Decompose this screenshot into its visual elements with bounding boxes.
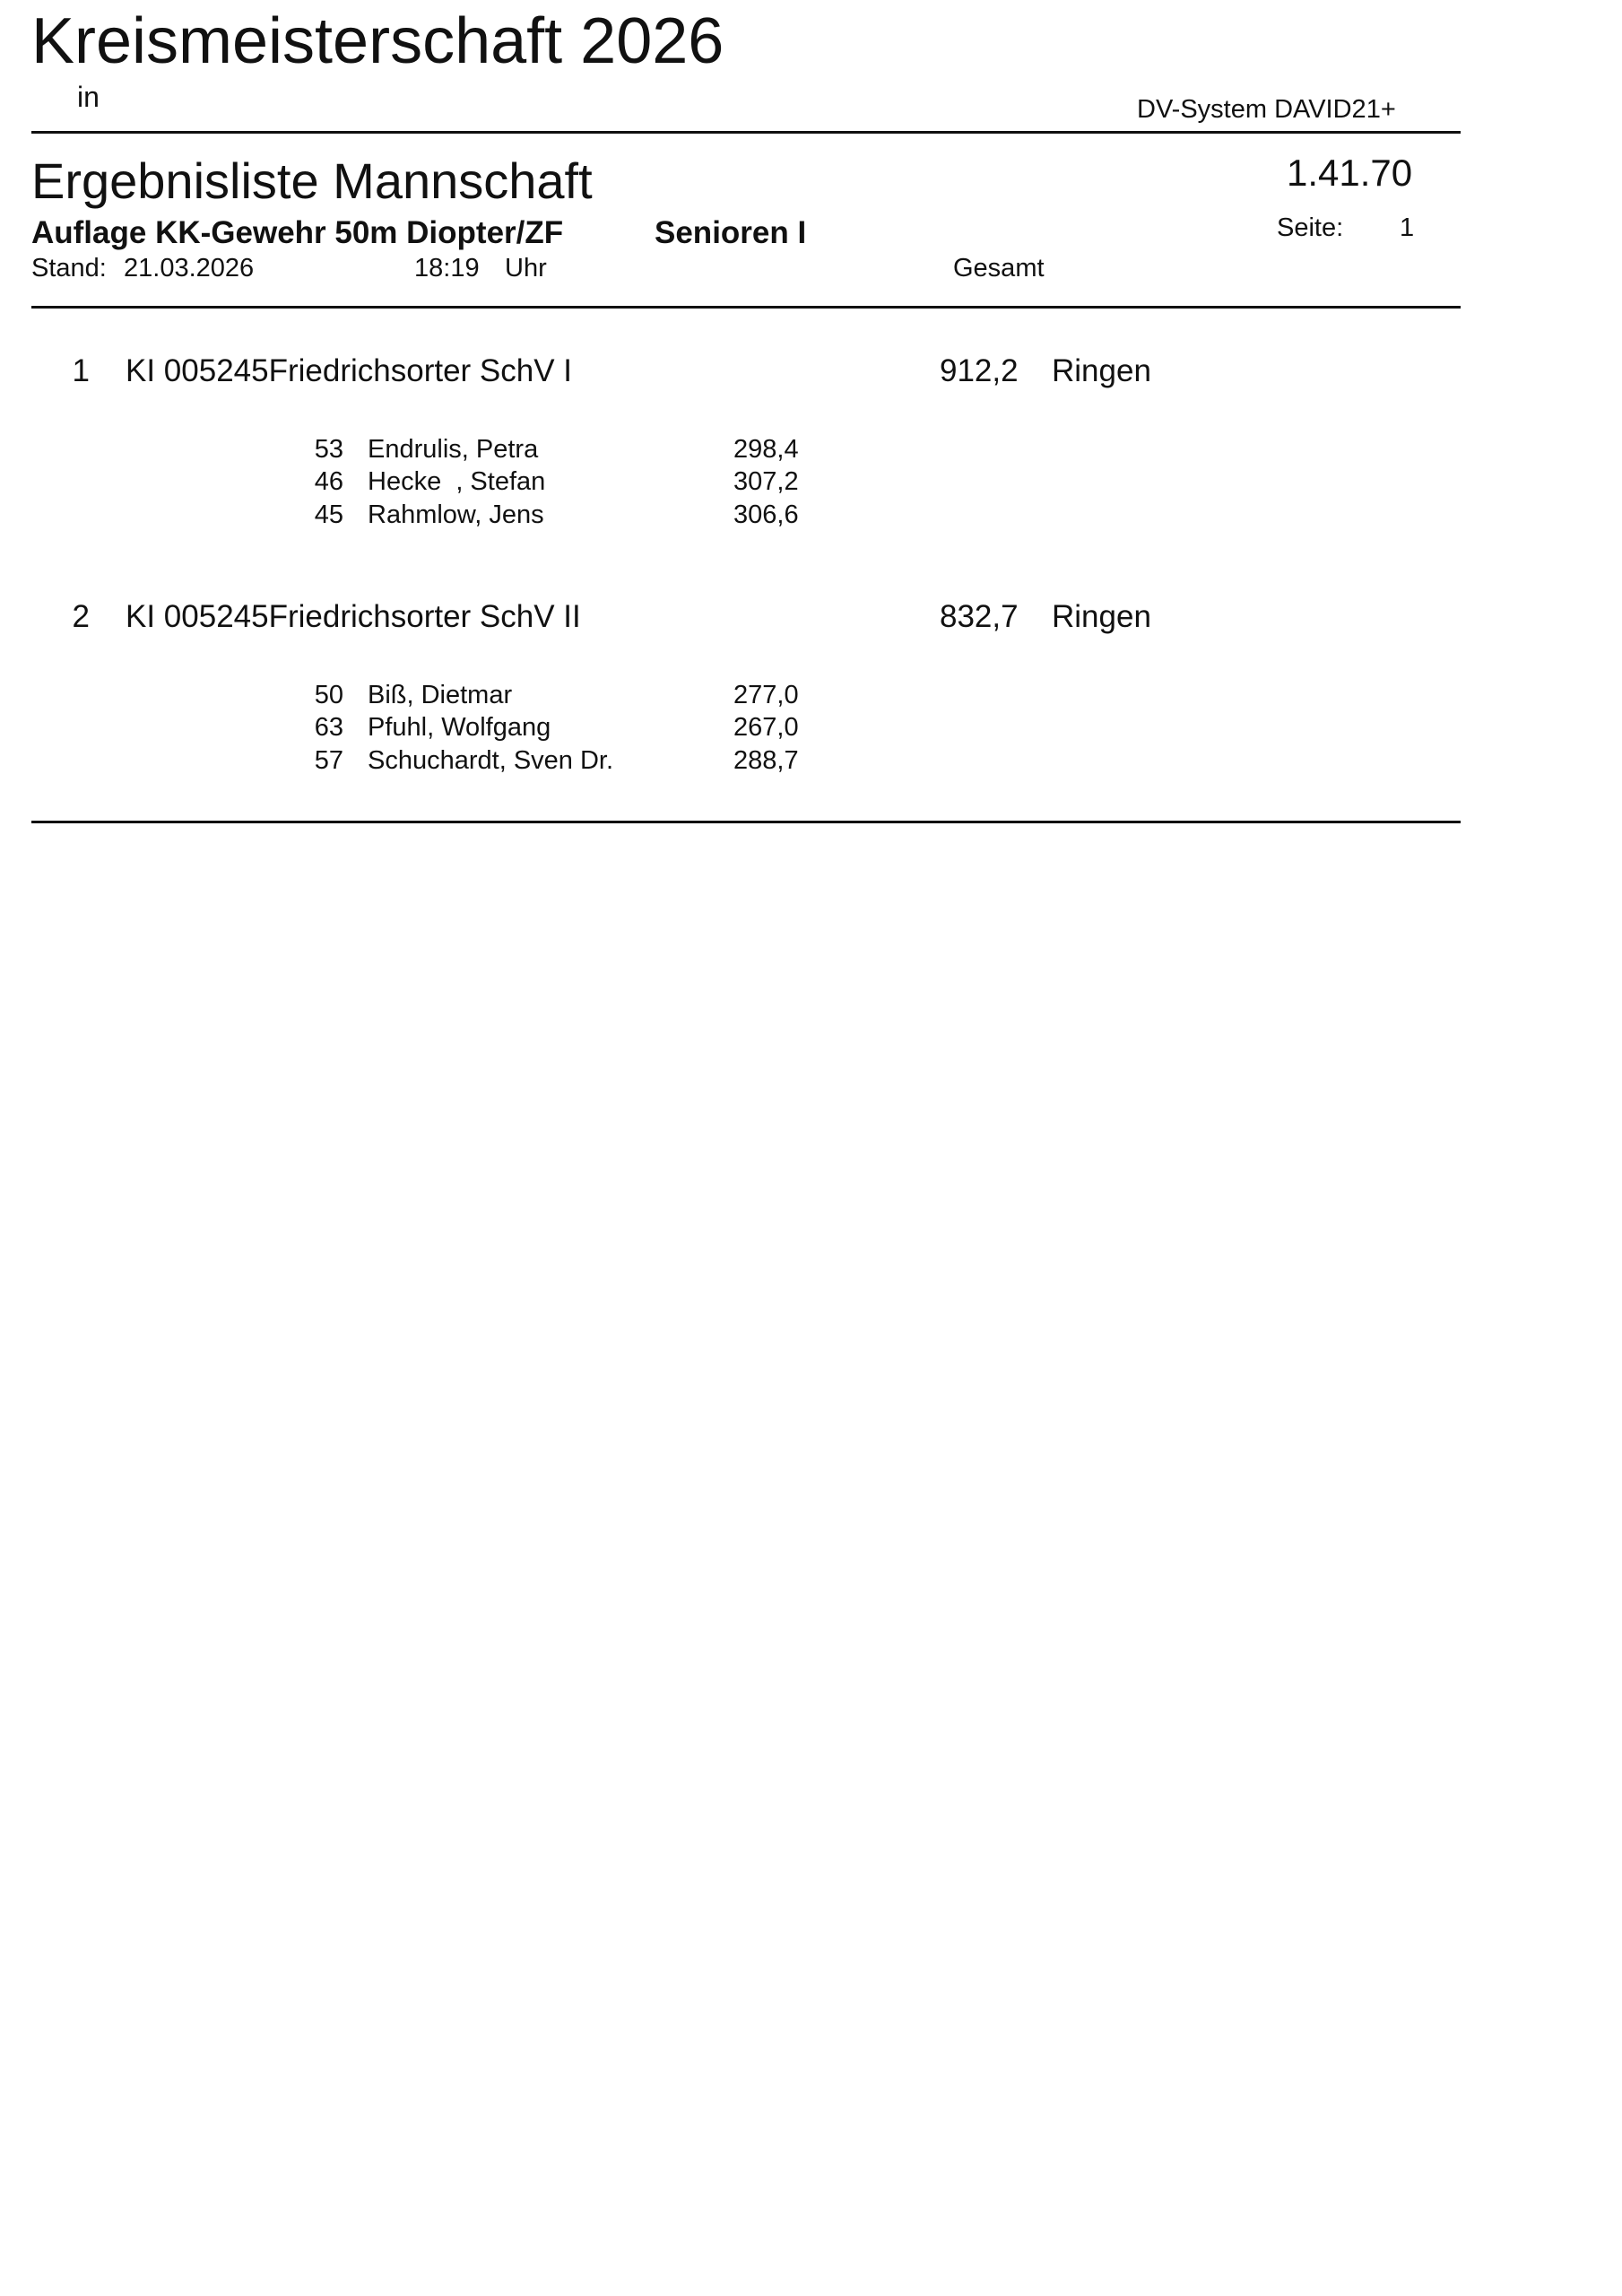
member-name: Biß, Dietmar <box>368 681 513 709</box>
member-score: 298,4 <box>733 435 799 464</box>
member-number: 63 <box>314 713 343 742</box>
page-label: Seite: <box>1277 213 1344 242</box>
team-score: 832,7 <box>940 599 1019 634</box>
team-score-unit: Ringen <box>1052 353 1151 388</box>
age-class: Senioren I <box>655 215 807 250</box>
list-title: Ergebnisliste Mannschaft <box>31 152 593 209</box>
stand-date: 21.03.2026 <box>124 254 255 283</box>
member-name: Hecke , Stefan <box>368 467 546 496</box>
team-name: KI 005245Friedrichsorter SchV II <box>126 599 581 634</box>
member-number: 57 <box>314 746 343 775</box>
member-number: 50 <box>314 681 343 709</box>
member-number: 53 <box>314 435 343 464</box>
member-score: 277,0 <box>733 681 799 709</box>
member-name: Rahmlow, Jens <box>368 500 544 529</box>
time-unit: Uhr <box>505 254 547 283</box>
stand-time: 18:19 <box>414 254 480 283</box>
member-score: 307,2 <box>733 467 799 496</box>
discipline-code: 1.41.70 <box>1287 152 1413 194</box>
system-label: DV-System DAVID21+ <box>1137 95 1396 124</box>
info-divider <box>31 306 1461 309</box>
location-prefix: in <box>77 81 100 113</box>
member-score: 306,6 <box>733 500 799 529</box>
stand-label: Stand: <box>31 254 107 283</box>
team-name: KI 005245Friedrichsorter SchV I <box>126 353 573 388</box>
member-name: Schuchardt, Sven Dr. <box>368 746 614 775</box>
team-score-unit: Ringen <box>1052 599 1151 634</box>
member-number: 46 <box>314 467 343 496</box>
total-column-label: Gesamt <box>953 254 1045 283</box>
page-number: 1 <box>1400 213 1415 242</box>
member-score: 267,0 <box>733 713 799 742</box>
footer-divider <box>31 821 1461 823</box>
discipline-name: Auflage KK-Gewehr 50m Diopter/ZF <box>31 215 564 250</box>
event-title: Kreismeisterschaft 2026 <box>31 5 724 77</box>
member-number: 45 <box>314 500 343 529</box>
team-score: 912,2 <box>940 353 1019 388</box>
header-divider <box>31 131 1461 134</box>
team-rank: 1 <box>72 353 90 388</box>
member-name: Pfuhl, Wolfgang <box>368 713 551 742</box>
team-rank: 2 <box>72 599 90 634</box>
member-name: Endrulis, Petra <box>368 435 539 464</box>
member-score: 288,7 <box>733 746 799 775</box>
